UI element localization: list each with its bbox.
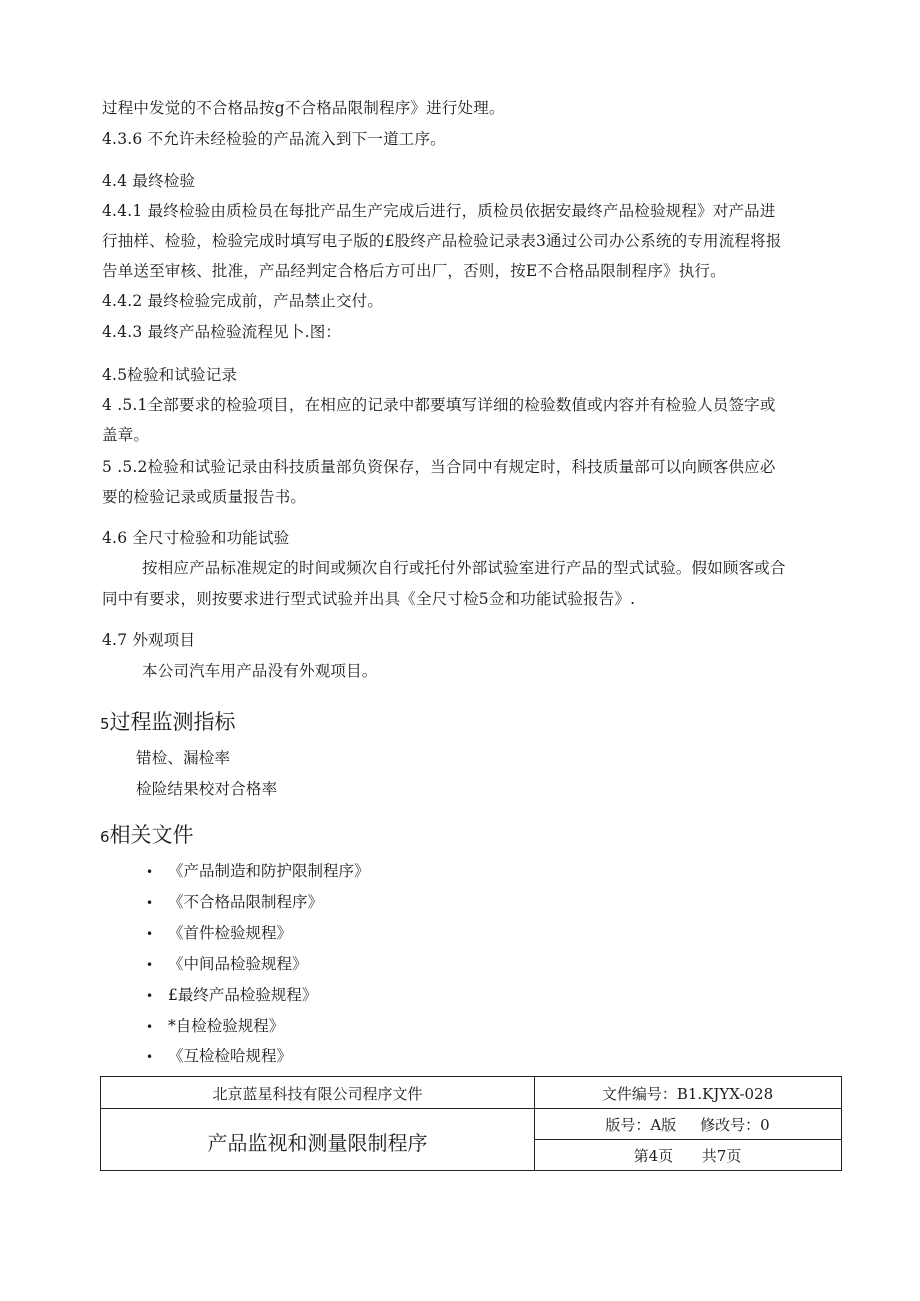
table-divider: [534, 1108, 841, 1109]
table-divider: [101, 1108, 534, 1109]
section-5-title: 过程监测指标: [109, 710, 236, 734]
bullet-icon: •: [146, 1020, 154, 1034]
paragraph: 过程中发觉的不合格品按g不合格品限制程序》进行处理。: [102, 99, 505, 117]
related-doc-item: • 《首件检验规程》: [146, 922, 292, 945]
bullet-icon: •: [146, 865, 154, 879]
document-footer-table: [100, 1076, 842, 1171]
related-doc-item: • £最终产品检验规程》: [146, 984, 317, 1007]
related-doc-item: • 《产品制造和防护限制程序》: [146, 860, 370, 883]
section-6-number: 6: [100, 828, 110, 846]
section-5-number: 5: [100, 715, 110, 733]
clause-4-4-1-line1: 4.4.1 最终检验由质检员在每批产品生产完成后进行，质检员依据安最终产品检验规程》对产品进: [102, 202, 776, 220]
clause-4-5-2-line1: 5 .5.2检验和试验记录由科技质量部负资保存，当合同中有规定时，科技质量部可以向顾客供应必: [102, 458, 776, 476]
related-doc-item: • 《互检检哈规程》: [146, 1045, 292, 1068]
clause-4-7-heading: 4.7 外观项目: [102, 631, 196, 649]
table-divider: [534, 1139, 841, 1140]
bullet-icon: •: [146, 927, 154, 941]
clause-4-5-1-line1: 4 .5.1全部要求的检验项目，在相应的记录中都要填写详细的检验数值或内容并有检验人员签字或: [102, 396, 776, 414]
clause-4-5-2-line2: 要的检验记录或质量报告书。: [102, 488, 307, 506]
section-5-item: 错检、漏检率: [136, 749, 231, 767]
section-6-title: 相关文件: [109, 823, 194, 847]
company-name: 北京蓝星科技有限公司程序文件: [212, 1085, 423, 1103]
clause-4-6-heading: 4.6 全尺寸检验和功能试验: [102, 529, 290, 547]
clause-4-4-1-line2: 行抽样、检验，检验完成时填写电子版的£股终产品检验记录表3通过公司办公系统的专用流程将报: [102, 232, 782, 250]
bullet-icon: •: [146, 989, 154, 1003]
section-5-item: 检险结果校对合格率: [136, 780, 278, 798]
bullet-icon: •: [146, 896, 154, 910]
version-info: 版号：A版 修改号：0: [605, 1116, 770, 1134]
clause-4-3-6: 4.3.6 不允许未经检验的产品流入到下一道工序。: [102, 130, 446, 148]
bullet-icon: •: [146, 958, 154, 972]
clause-4-4-1-line3: 告单送至审核、批准，产品经判定合格后方可出厂，否则，按E不合格品限制程序》执行。: [102, 262, 726, 280]
section-6-heading: [100, 821, 194, 851]
document-number: 文件编号：B1.KJYX-028: [601, 1085, 774, 1103]
clause-4-7-body: 本公司汽车用产品没有外观项目。: [142, 662, 378, 680]
clause-4-6-body-line1: 按相应产品标准规定的时间或频次自行或托付外部试验室进行产品的型式试验。假如顾客或合: [142, 559, 786, 577]
clause-4-4-2: 4.4.2 最终检验完成前，产品禁止交付。: [102, 292, 384, 310]
clause-4-4-3: 4.4.3 最终产品检验流程见卜.图：: [102, 323, 342, 341]
related-doc-item: • *自检检验规程》: [146, 1015, 284, 1038]
related-doc-item: • 《中间品检验规程》: [146, 953, 308, 976]
clause-4-4-heading: 4.4 最终检验: [102, 172, 196, 190]
page-info: 第4页 共7页: [633, 1147, 742, 1165]
related-doc-item: • 《不合格品限制程序》: [146, 891, 323, 914]
bullet-icon: •: [146, 1050, 154, 1064]
clause-4-5-heading: 4.5检验和试验记录: [102, 366, 238, 384]
clause-4-5-1-line2: 盖章。: [102, 426, 150, 444]
clause-4-6-body-line2: 同中有要求，则按要求进行型式试验并出具《全尺寸检5佥和功能试验报告》.: [102, 590, 636, 608]
section-5-heading: [100, 708, 236, 738]
document-title: 产品监视和测量限制程序: [207, 1131, 428, 1155]
